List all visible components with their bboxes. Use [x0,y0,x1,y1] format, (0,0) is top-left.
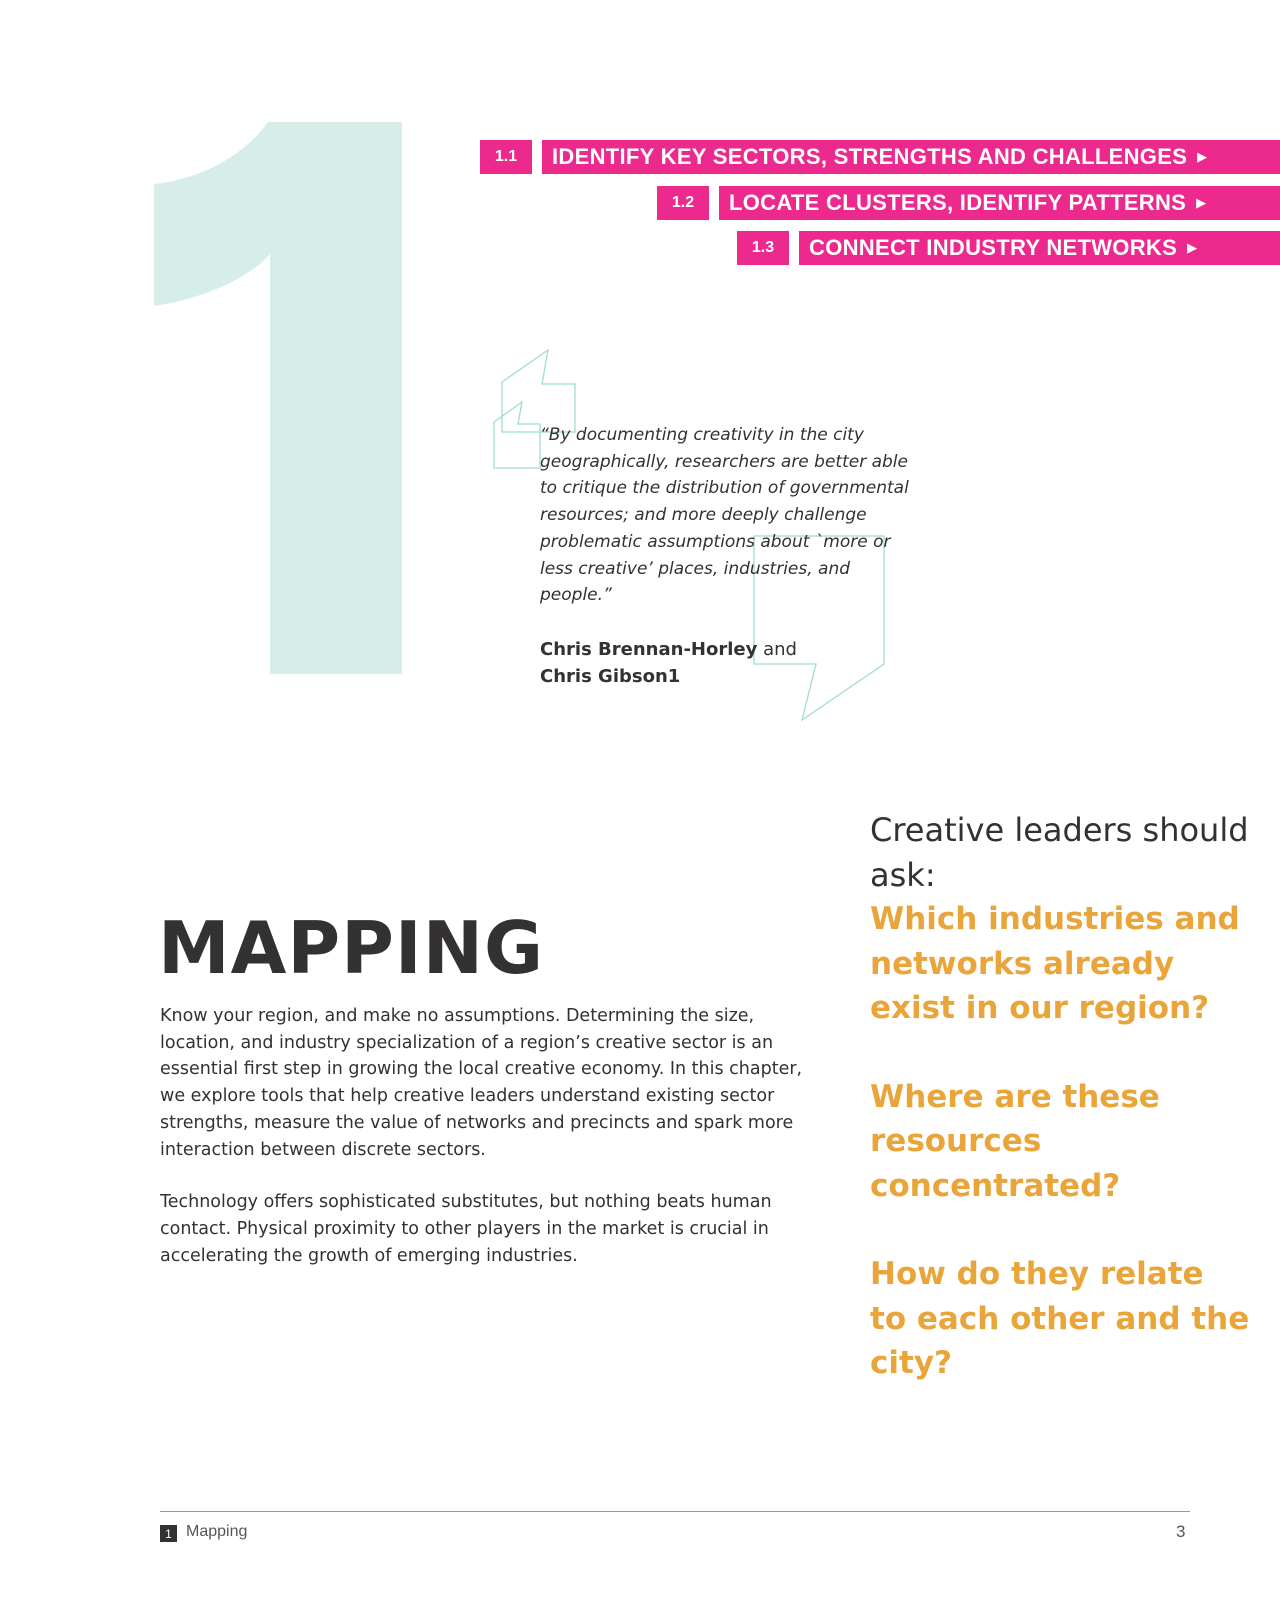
toc-row-1-3[interactable] [0,231,1280,265]
sidebar-lead: Creative leaders should ask: [870,811,1249,894]
toc-number: 1.3 [737,231,789,265]
quote-author-2: Chris Gibson1 [540,666,681,687]
chapter-title: MAPPING [158,906,545,990]
quote-attribution [540,636,920,690]
toc-label: CONNECT INDUSTRY NETWORKS [809,235,1178,260]
sidebar-question-3: How do they relate to each other and the city? [870,1256,1250,1381]
page-number: 3 [1176,1522,1186,1541]
sidebar-question-1: Which industries and networks already exist in our region? [870,901,1240,1026]
triangle-right-icon: ▶ [1197,149,1208,164]
toc-link-identify-key-sectors[interactable] [542,140,1280,174]
toc-link-connect-networks[interactable] [799,231,1280,265]
footer-divider [160,1511,1190,1512]
footer-chapter-badge: 1 [160,1525,177,1542]
toc-label: IDENTIFY KEY SECTORS, STRENGTHS AND CHALLENGES [552,144,1188,169]
footer-chapter-label: Mapping [186,1523,248,1540]
toc-label: LOCATE CLUSTERS, IDENTIFY PATTERNS [729,190,1187,215]
toc-link-locate-clusters[interactable] [719,186,1280,220]
toc-row-1-2[interactable] [0,186,1280,220]
toc-row-1-1[interactable] [0,140,1280,174]
toc-number: 1.1 [480,140,532,174]
toc-number: 1.2 [657,186,709,220]
quote-author-1: Chris Brennan-Horley [540,639,758,660]
quote-conjunction: and [763,639,797,660]
sidebar-question-2: Where are these resources concentrated? [870,1078,1160,1204]
triangle-right-icon: ▶ [1187,240,1198,255]
intro-paragraph-2: Technology offers sophisticated substitutes, but nothing beats human contact. Physical proximity to other players in the market is crucial in accelerating the growth of emerging industries. [160,1192,772,1266]
intro-paragraph-1: Know your region, and make no assumptions. Determining the size, location, and industry specialization of a region’s creative sector is an essential first step in growing the local creative economy. In this chapter, we explore tools that help creative leaders understand existing sector strengths, measure the value of networks and precincts and spark more interaction between discrete sectors. [160,1006,803,1160]
chapter-intro [160,1003,820,1295]
triangle-right-icon: ▶ [1196,195,1207,210]
pull-quote-text: “By documenting creativity in the city geographically, researchers are better able to critique the distribution of governmental resources; and more deeply challenge problematic assumptions about `more or less creative’ places, industries, and people.” [540,425,909,606]
leader-questions-sidebar [870,808,1250,1430]
